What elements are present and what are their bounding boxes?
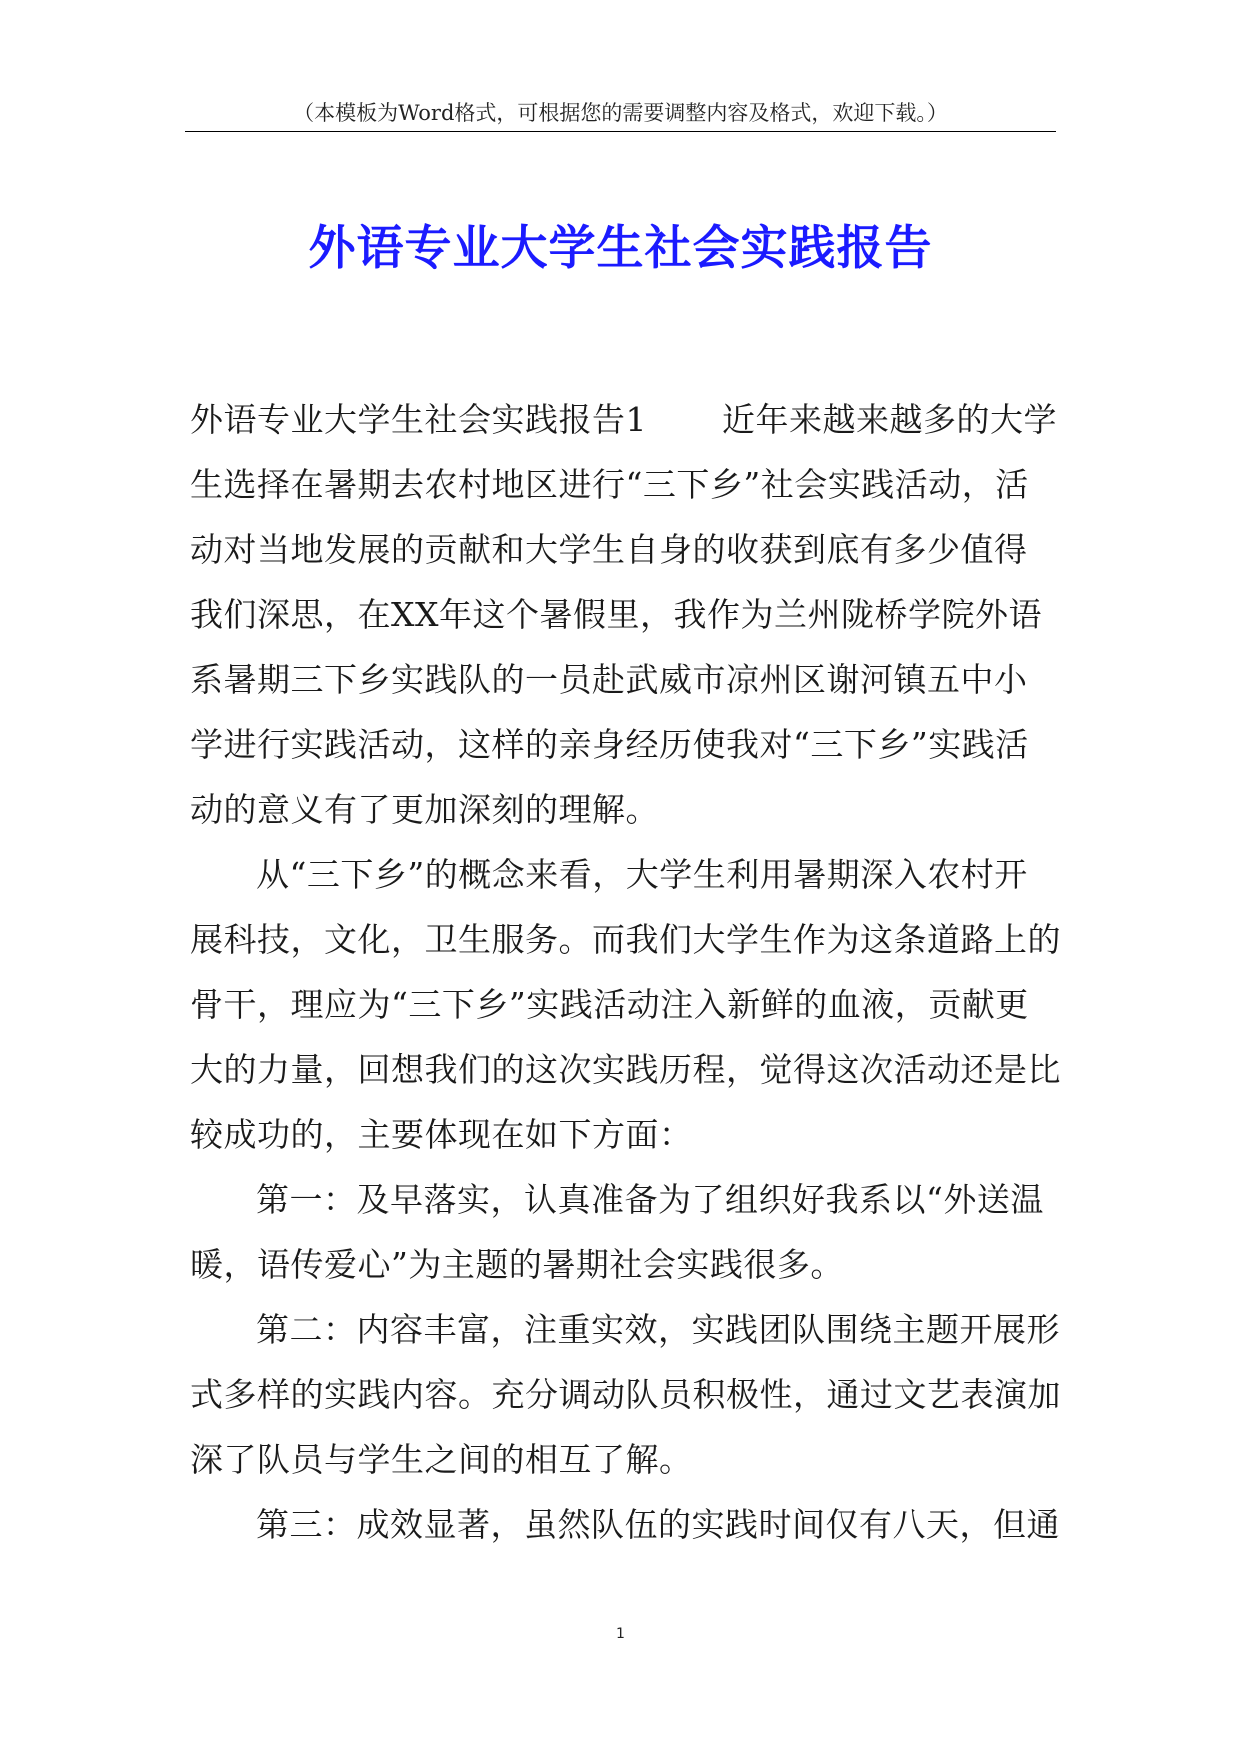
page-number: 1: [616, 1626, 625, 1642]
document-body: [190, 392, 1060, 1562]
report-heading-inline: 外语专业大学生社会实践报告1: [190, 400, 647, 439]
paragraph-line: 系暑期三下乡实践队的一员赴武威市凉州区谢河镇五中小: [190, 660, 1028, 699]
paragraph-line: 第二：内容丰富，注重实效，实践团队围绕主题开展形: [256, 1310, 1060, 1349]
paragraph-line: 生选择在暑期去农村地区进行“三下乡”社会实践活动，活: [190, 465, 1029, 504]
paragraph-line: 深了队员与学生之间的相互了解。: [190, 1440, 693, 1479]
paragraph-line: 骨干，理应为“三下乡”实践活动注入新鲜的血液，贡献更: [190, 985, 1029, 1024]
paragraph-line: 动对当地发展的贡献和大学生自身的收获到底有多少值得: [190, 530, 1028, 569]
template-note: （本模板为Word格式，可根据您的需要调整内容及格式，欢迎下载。）: [293, 101, 948, 125]
paragraph-line: 第一：及早落实，认真准备为了组织好我系以“外送温: [256, 1180, 1044, 1219]
paragraph-line: 暖，语传爱心”为主题的暑期社会实践很多。: [190, 1245, 844, 1284]
paragraph-line: 第三：成效显著，虽然队伍的实践时间仅有八天，但通: [256, 1505, 1060, 1544]
paragraph-line: 展科技，文化，卫生服务。而我们大学生作为这条道路上的: [190, 920, 1061, 959]
paragraph-line: 动的意义有了更加深刻的理解。: [190, 790, 659, 829]
document-title: 外语专业大学生社会实践报告: [308, 221, 933, 276]
paragraph-line: [190, 392, 1060, 457]
paragraph-line: 大的力量，回想我们的这次实践历程，觉得这次活动还是比: [190, 1050, 1061, 1089]
header-divider: [185, 131, 1056, 132]
paragraph-line: 学进行实践活动，这样的亲身经历使我对“三下乡”实践活: [190, 725, 1029, 764]
paragraph-line: 从“三下乡”的概念来看，大学生利用暑期深入农村开: [256, 855, 1028, 894]
paragraph-line: 较成功的，主要体现在如下方面：: [190, 1115, 693, 1154]
paragraph-line: 我们深思，在XX年这个暑假里，我作为兰州陇桥学院外语: [190, 595, 1042, 634]
paragraph-text: 近年来越来越多的大学: [722, 400, 1057, 439]
paragraph-line: 式多样的实践内容。充分调动队员积极性，通过文艺表演加: [190, 1375, 1061, 1414]
